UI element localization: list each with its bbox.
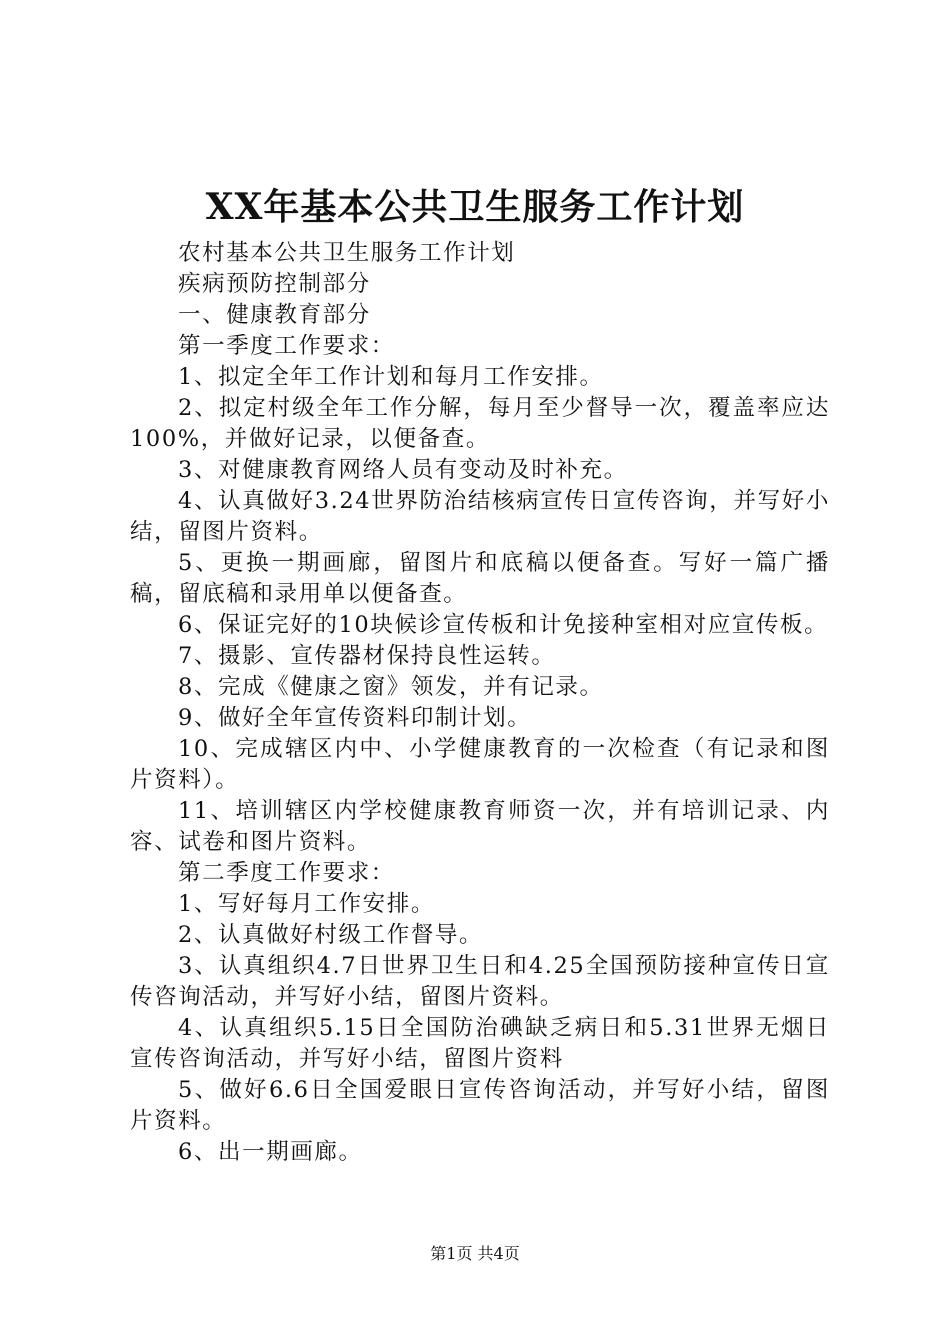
list-item: 1、写好每月工作安排。 <box>178 891 435 917</box>
list-item: 5、做好6.6日全国爱眼日宣传咨询活动，并写好小结，留图片资料。 <box>130 1077 830 1134</box>
list-item: 11、培训辖区内学校健康教育师资一次，并有培训记录、内容、试卷和图片资料。 <box>130 798 830 855</box>
list-item: 3、对健康教育网络人员有变动及时补充。 <box>178 457 628 483</box>
document-title: XX年基本公共卫生服务工作计划 <box>205 186 745 228</box>
list-item: 8、完成《健康之窗》领发，并有记录。 <box>178 674 604 700</box>
list-item: 3、认真组织4.7日世界卫生日和4.25全国预防接种宣传日宣传咨询活动，并写好小结，留图片资料。 <box>130 953 830 1010</box>
list-item: 6、保证完好的10块候诊宣传板和计免接种室相对应宣传板。 <box>178 612 829 638</box>
list-item: 6、出一期画廊。 <box>178 1139 363 1165</box>
subsection-heading: 第一季度工作要求： <box>178 333 395 359</box>
list-item: 10、完成辖区内中、小学健康教育的一次检查（有记录和图片资料）。 <box>130 736 830 793</box>
list-item: 1、拟定全年工作计划和每月工作安排。 <box>178 364 604 390</box>
list-item: 2、拟定村级全年工作分解，每月至少督导一次，覆盖率应达100%，并做好记录，以便备查。 <box>130 395 830 452</box>
subsection-heading: 第二季度工作要求： <box>178 860 395 886</box>
page-footer: 第1页 共4页 <box>430 1244 520 1263</box>
list-item: 2、认真做好村级工作督导。 <box>178 922 484 948</box>
paragraph: 疾病预防控制部分 <box>178 271 371 297</box>
document-body <box>130 238 830 1168</box>
list-item: 4、认真组织5.15日全国防治碘缺乏病日和5.31世界无烟日宣传咨询活动，并写好小结，留图片资料 <box>130 1015 830 1072</box>
list-item: 9、做好全年宣传资料印制计划。 <box>178 705 532 731</box>
list-item: 5、更换一期画廊，留图片和底稿以便备查。写好一篇广播稿，留底稿和录用单以便备查。 <box>130 550 830 607</box>
list-item: 4、认真做好3.24世界防治结核病宣传日宣传咨询，并写好小结，留图片资料。 <box>130 488 830 545</box>
list-item: 7、摄影、宣传器材保持良性运转。 <box>178 643 556 669</box>
section-heading: 一、健康教育部分 <box>178 302 371 328</box>
paragraph: 农村基本公共卫生服务工作计划 <box>178 240 516 266</box>
